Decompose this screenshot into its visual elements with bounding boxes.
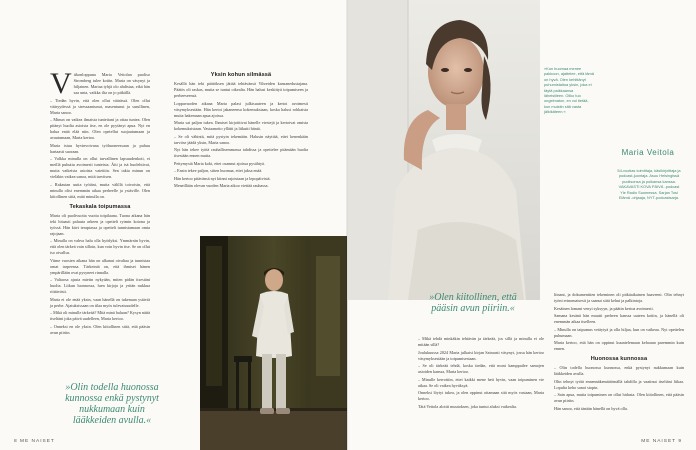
photo-woman-standing-image <box>200 236 347 450</box>
body-paragraph: Maria ei ole enää yksin, vaan hänellä on tukenaan ystäviä ja perhe. Ajatuksissaan on tilaa myös tulevaisuudelle. <box>50 296 150 308</box>
body-paragraph: Maria kertoo, että hän on oppinut kuuntelemaan kehoaan paremmin kuin ennen. <box>554 340 684 351</box>
drop-cap: V <box>50 67 72 100</box>
body-paragraph: – Se oli vähintä, mitä pystyin tekemään. Halusin näyttää, ettei kenenkään tarvitse jäädä yksin, Maria sanoo. <box>174 133 308 145</box>
body-paragraph: – Se oli tärkeää tehdä, koska tiedän, että moni kamppailee samojen asioiden kanssa, Maria kertoo. <box>418 363 544 374</box>
folio-left: 8 ME NAISET <box>14 439 55 444</box>
pull-quote-right: »Olen kiitollinen, että pääsin avun piiriin.« <box>429 292 517 314</box>
body-paragraph: Joulukuussa 2024 Maria julkaisi kirjan Sairaasti väsynyt, jossa hän kertoo väsymyksestään ja toipumisestaan. <box>418 349 544 361</box>
body-paragraph: – Sain apua, mutta toipuminen on ollut hidasta. Olen kiitollinen, että pääsin avun piiriin. <box>554 392 684 403</box>
intro-paragraph: iikonloppuna Maria Veitolan puoliso Stromberg tulee kotiin. Maria on väsynyt ja hiljainen. Mariaa tyhjä olo ahdistaa, eikä hän saa unta, vaikka ilta on jo pitkällä. <box>73 72 150 95</box>
lower-left-column <box>418 336 544 411</box>
photo-portrait <box>348 0 540 300</box>
intro-column <box>50 67 150 337</box>
photo-woman-standing <box>200 236 347 450</box>
middle-column <box>174 72 308 191</box>
person-bio: 54-vuotias toimittaja, käsikirjoittaja ja podcast-juontaja. Asuu Helsingissä puolisonsa ja poikansa kanssa. VAKAVASTI KOVA PÄIVÄ -podcast Yle Radio Suomessa. Sarjan Tosi Elämä -ohjaaja, NYT-podcastsarja. <box>617 168 681 201</box>
person-name: Maria Veitola <box>621 148 675 157</box>
body-paragraph: Loppuvuoden aikana Maria palasi julkisuuteen ja kertoi avoimesti väsymyksestään. Hän kertoi jakaneensa kokemuksiaan, koska halusi rohkaista muita hakemaan apua ajoissa. <box>174 100 308 118</box>
intro-paragraph: – Valkka minulla on ollut turvallinen lapsuudenkoti, ei meillä puhuttu avoimesti tunteista. Äiti ja isä huolehtivat, mutta vaikeista asioista vaiettiin. Sen takia minun on vieläkin vaikea sanoa, mitä tarvitsen. <box>50 156 150 179</box>
intro-paragraph: – Rakastan uutta työtäni, mutta välillä toivoisin, että minulla olisi enemmän aikaa perheelle ja ystäville. Olen kiitollinen siitä, mitä minulla on. <box>50 181 150 199</box>
section-heading-tekaskala: Tekaskala toipumassa <box>69 203 131 210</box>
intro-paragraph: – Tiedän hyvin, että olen ollut väärässä. Olen ollut vääryydessä ja stressaantunut, masentunut ja surullinen, Maria sanoo. <box>50 97 150 115</box>
body-paragraph: Hän sanoo, että tänään hänellä on hyvä olla. <box>554 405 628 411</box>
right-page <box>348 0 696 450</box>
body-paragraph: Nyt hän tekee työtä rauhallisemmassa tahdissa ja opettelee pitämään huolta itsestään ennen muita. <box>174 147 308 158</box>
body-paragraph: Maria sai paljon tukea. Ihmiset kirjoittivat hänelle viestejä ja kertoivat omista kokemuksistaan. Vastaanotto yllätti ja liikutti häntä. <box>174 120 308 131</box>
body-paragraph: Kesäinen lomani venyi syksyyn, ja päätin kertoa avoimesti. <box>554 305 654 311</box>
photo-portrait-image <box>348 0 540 300</box>
body-paragraph: – Mikä oli minulle tärkeää? Mitä minä haluan? Kysyn näitä itseltäni joka päivä uudelleen, Maria kertoo. <box>50 310 150 321</box>
folio-right: ME NAISET 9 <box>641 439 682 444</box>
body-paragraph: – Mikä tehdä minkäkin tehtävän ja tärkeää, jos sillä ja minulla ei ole mitään sillä? <box>418 336 544 347</box>
lower-right-column <box>554 292 684 413</box>
body-paragraph: Pettymystä Maria koki, ettei osannut ajoissa pysähtyä. <box>174 160 265 166</box>
body-paragraph: – Onneksi en ole yksin. Olen kiitollinen siitä, että pääsin avun piiriin. <box>50 323 150 335</box>
body-paragraph: Onneksi löytyi tukea, ja olen oppinut ottamaan sitä myös vastaan, Maria kertoo. <box>418 390 544 401</box>
intro-paragraph: – Minun on vaikea ilmaista tunteitani ja ottaa tuntea. Olen pitänyt huolta asioista itse, en ole pyytänyt apua. Nyt en halua enää elää niin. Olen opetellut suojautumaan ja avautumaan, Maria kertoo. <box>50 117 150 140</box>
photo-caption: »Kun huomaa menee pakkoon, ajattelee, että tämä on hyvä. Olen kehittänyt puhumistaitoa yksin, joka ei täytä paikkaansa läheisilleen. Oliko tuo ongelmaton, en voi tietää, kun muistin sitä vasta jälkikäteen.« <box>544 66 594 115</box>
body-paragraph: Tätä Veitola aloitti muutoksen, joka tuntui aluksi vaikealta. <box>418 403 517 409</box>
section-heading-huonossa: Huonossa kunnossa <box>590 356 648 362</box>
body-paragraph: Olin tehnyt työtä ennennäkemättömällä tahdilla ja vaatinut itseltäni liikaa. Lopulta keho sanoi stopin. <box>554 378 684 390</box>
section-heading-yksin: Yksin kohun silmässä <box>210 72 272 78</box>
body-paragraph: – Valtaosa ajasta mietin nykyään, miten pidän itsestäni huolta. Liikun luonnossa, luen kirjoja ja yritän nukkua riittävästi. <box>50 277 150 294</box>
body-paragraph: – Ensin tekee paljon, sitten huomaa, ettei jaksa enää. <box>174 168 263 173</box>
pull-quote-left: »Olin todella huonossa kunnossa enkä pystynyt nukkumaan kuin lääkkeiden avulla.« <box>65 382 159 426</box>
body-paragraph: Viime vuosien aikana hän on alkanut oivaltaa ja tunnistaa omat tarpeensa. Tärkeintä on, että ihmiset hänen ympärillään ovat pysyneet rinnalla. <box>50 257 150 275</box>
body-paragraph: – Minulla on taipumus vetäytyä ja olla hiljaa, kun on vaikeaa. Nyt opettelen puhumaan. <box>554 326 684 338</box>
intro-paragraph: Maria istuu hyvinvoivana työhuoneessaan ja puhuu hartaasti suoraan. <box>50 142 150 154</box>
body-paragraph: Hän kertoo pitävänsä nyt kiinni rajoistaan ja lepopäivistä. <box>174 175 271 181</box>
body-paragraph: Maria oli puolivuotta vuotta toipilaana. Tuona aikana hän teki hitaasti paluuta arkeen ja opetteli rytmin kotona ja työssä. Hän kävi terapiassa ja opetteli tunnistamaan omia rajojaan. <box>50 212 150 236</box>
body-paragraph: Kesällä hän teki päätöksen jättää tehtävänsä Vihreiden kansanedustajana. Päätös oli raskas, mutta se tuntui oikealta. Hän halusi keskittyä toipumiseen ja perheeseensä. <box>174 81 308 98</box>
body-paragraph: – Minulla on vahva halu olla hyödyksi. Ymmärrän hyvin, että olen tärkeä vain silloin, kun voin hyvin itse. Se on ollut iso oivallus. <box>50 238 150 255</box>
body-paragraph: Meneillään olevan vuoden Maria aikoo viettää rauhassa. <box>174 183 269 188</box>
body-paragraph: – Olin todella huonossa kunnossa, enkä pystynyt nukkumaan kuin lääkkeiden avulla. <box>554 365 684 376</box>
body-paragraph: – Minulle kerrottiin, ettei kaikki mene heti hyvin, vaan toipuminen vie aikaa. Se oli vaikea hyväksyä. <box>418 376 544 388</box>
body-paragraph: liinani, ja dokumenttien tekeminen oli pitkäaikainen haaveeni. Olin tehnyt työni erinomaisesti ja saanut siitä kehut ja palkintoja. <box>554 292 684 303</box>
body-paragraph: Samana kesänä hän muutti perheen kanssa uuteen kotiin, ja hänellä oli enemmän aikaa itselleen. <box>554 313 684 324</box>
